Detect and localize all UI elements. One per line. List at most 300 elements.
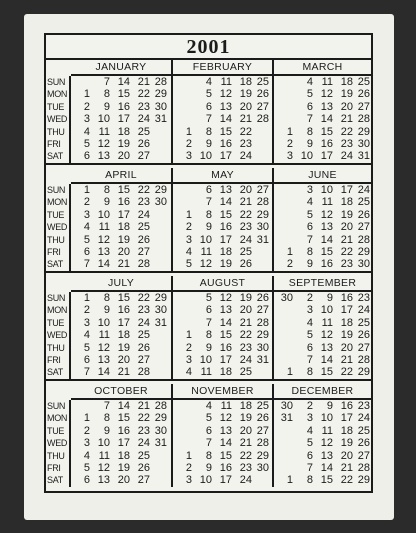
day-number: 26 bbox=[137, 461, 150, 474]
day-number: 24 bbox=[137, 113, 150, 126]
week-row bbox=[173, 354, 272, 366]
day-number: 16 bbox=[117, 196, 130, 209]
weekday-label: SUN bbox=[47, 77, 66, 87]
day-number: 31 bbox=[357, 150, 370, 163]
day-number: 17 bbox=[340, 184, 353, 196]
day-number: 20 bbox=[239, 100, 252, 113]
weekday-label: MON bbox=[47, 305, 68, 316]
week-row bbox=[274, 246, 371, 258]
day-number: 8 bbox=[306, 245, 313, 258]
month-block bbox=[272, 168, 371, 271]
day-number: 9 bbox=[326, 292, 333, 304]
day-number: 4 bbox=[83, 449, 90, 462]
day-number: 6 bbox=[306, 449, 313, 462]
week-row bbox=[71, 317, 171, 329]
day-number: 19 bbox=[117, 341, 130, 354]
day-number: 9 bbox=[103, 100, 110, 113]
weekday-label: FRI bbox=[47, 462, 61, 473]
day-number: 26 bbox=[137, 137, 150, 150]
day-number: 30 bbox=[154, 424, 167, 437]
day-number: 31 bbox=[256, 233, 269, 246]
month-name: AUGUST bbox=[173, 276, 272, 292]
week-row bbox=[71, 138, 171, 150]
day-number: 12 bbox=[219, 412, 232, 425]
day-number: 23 bbox=[137, 100, 150, 113]
day-number: 19 bbox=[239, 292, 252, 304]
day-number: 8 bbox=[103, 184, 110, 196]
day-number: 2 bbox=[185, 341, 192, 354]
day-number: 7 bbox=[306, 113, 313, 126]
week-row bbox=[173, 400, 272, 412]
day-number: 8 bbox=[306, 366, 313, 379]
weekday-label: THU bbox=[47, 450, 65, 461]
day-number: 2 bbox=[306, 292, 313, 304]
day-number: 26 bbox=[357, 437, 370, 450]
week-row bbox=[274, 462, 371, 474]
day-number: 11 bbox=[321, 424, 333, 437]
day-number: 20 bbox=[117, 150, 130, 163]
day-number: 15 bbox=[219, 449, 232, 462]
day-number: 19 bbox=[117, 137, 130, 150]
month-days bbox=[71, 184, 171, 271]
day-number: 16 bbox=[340, 292, 353, 304]
week-row bbox=[274, 412, 371, 424]
day-number: 6 bbox=[205, 100, 212, 113]
day-number: 16 bbox=[320, 258, 333, 271]
day-number: 7 bbox=[83, 366, 90, 379]
day-number: 4 bbox=[205, 76, 212, 88]
month-block bbox=[71, 384, 171, 487]
weekday-label: SUN bbox=[47, 293, 66, 303]
day-number: 7 bbox=[205, 437, 212, 450]
day-number: 25 bbox=[137, 329, 150, 342]
day-number: 27 bbox=[357, 449, 370, 462]
week-row bbox=[274, 425, 371, 437]
day-number: 29 bbox=[357, 125, 370, 138]
day-number: 28 bbox=[137, 366, 150, 379]
week-row bbox=[71, 450, 171, 462]
week-row bbox=[71, 150, 171, 162]
day-number: 14 bbox=[320, 353, 333, 366]
week-row bbox=[173, 184, 272, 196]
week-row bbox=[274, 354, 371, 366]
day-number: 27 bbox=[256, 424, 269, 437]
month-days bbox=[173, 76, 272, 163]
day-number: 30 bbox=[154, 196, 167, 209]
day-number: 20 bbox=[117, 353, 130, 366]
day-number: 17 bbox=[219, 474, 232, 487]
day-number: 18 bbox=[219, 245, 232, 258]
week-row bbox=[274, 76, 371, 88]
day-number: 10 bbox=[199, 233, 212, 246]
week-row bbox=[173, 304, 272, 316]
week-row bbox=[173, 450, 272, 462]
week-row bbox=[274, 450, 371, 462]
day-number: 20 bbox=[117, 474, 130, 487]
day-number: 21 bbox=[239, 113, 252, 126]
day-number: 5 bbox=[205, 292, 212, 304]
day-number: 30 bbox=[256, 221, 269, 234]
day-number: 19 bbox=[340, 208, 353, 221]
day-number: 5 bbox=[306, 88, 313, 101]
month-block bbox=[171, 168, 272, 271]
day-number: 3 bbox=[306, 412, 313, 425]
month-name: OCTOBER bbox=[71, 384, 171, 400]
month-name: SEPTEMBER bbox=[274, 276, 371, 292]
weekday-label: MON bbox=[47, 197, 68, 208]
day-number: 17 bbox=[219, 353, 232, 366]
day-number: 17 bbox=[117, 113, 130, 126]
day-number: 27 bbox=[256, 100, 269, 113]
day-number: 10 bbox=[199, 474, 212, 487]
day-number: 11 bbox=[220, 400, 232, 412]
day-number: 9 bbox=[326, 400, 333, 412]
week-row bbox=[274, 329, 371, 341]
day-number: 8 bbox=[205, 208, 212, 221]
month-name: MARCH bbox=[274, 60, 371, 76]
week-row bbox=[71, 437, 171, 449]
day-number: 18 bbox=[340, 196, 353, 209]
day-number: 24 bbox=[357, 304, 370, 317]
day-number: 17 bbox=[117, 437, 130, 450]
day-number: 29 bbox=[154, 184, 167, 196]
day-number: 31 bbox=[154, 437, 167, 450]
week-row bbox=[173, 258, 272, 270]
week-row bbox=[274, 209, 371, 221]
day-number: 25 bbox=[239, 245, 252, 258]
day-number: 9 bbox=[306, 137, 313, 150]
day-number: 20 bbox=[239, 424, 252, 437]
day-number: 6 bbox=[306, 221, 313, 234]
day-number: 12 bbox=[199, 258, 212, 271]
day-number: 18 bbox=[340, 424, 353, 437]
weekday-column bbox=[46, 400, 71, 487]
day-number: 22 bbox=[340, 366, 353, 379]
day-number: 20 bbox=[340, 341, 353, 354]
day-number: 7 bbox=[306, 461, 313, 474]
day-number: 10 bbox=[97, 113, 110, 126]
day-number: 3 bbox=[83, 113, 90, 126]
day-number: 5 bbox=[306, 437, 313, 450]
day-number: 11 bbox=[98, 329, 110, 342]
day-number: 29 bbox=[256, 449, 269, 462]
month-days bbox=[71, 292, 171, 379]
week-row bbox=[71, 258, 171, 270]
day-number: 22 bbox=[137, 88, 150, 101]
day-number: 25 bbox=[357, 76, 370, 88]
day-number: 15 bbox=[117, 88, 130, 101]
day-number: 23 bbox=[357, 400, 370, 412]
month-block bbox=[171, 276, 272, 379]
day-number: 11 bbox=[321, 316, 333, 329]
day-number: 18 bbox=[340, 316, 353, 329]
week-row bbox=[71, 101, 171, 113]
day-number: 12 bbox=[97, 137, 110, 150]
day-number: 22 bbox=[239, 208, 252, 221]
day-number: 9 bbox=[103, 304, 110, 317]
day-number: 22 bbox=[137, 184, 150, 196]
calendar-frame bbox=[44, 33, 373, 493]
weekday-label: WED bbox=[47, 222, 68, 233]
day-number: 30 bbox=[256, 341, 269, 354]
day-number: 8 bbox=[103, 292, 110, 304]
day-number: 23 bbox=[239, 221, 252, 234]
day-number: 5 bbox=[205, 412, 212, 425]
day-number: 20 bbox=[239, 184, 252, 196]
month-name: JUNE bbox=[274, 168, 371, 184]
weekday-label: TUE bbox=[47, 317, 65, 328]
week-row bbox=[71, 400, 171, 412]
day-number: 25 bbox=[357, 196, 370, 209]
day-number: 28 bbox=[154, 400, 167, 412]
day-number: 31 bbox=[280, 412, 293, 425]
day-number: 20 bbox=[239, 304, 252, 317]
day-number: 31 bbox=[154, 113, 167, 126]
day-number: 10 bbox=[320, 304, 333, 317]
month-name: JULY bbox=[71, 276, 171, 292]
week-row bbox=[274, 366, 371, 378]
day-number: 6 bbox=[205, 184, 212, 196]
day-number: 25 bbox=[357, 316, 370, 329]
week-row bbox=[274, 221, 371, 233]
day-number: 15 bbox=[320, 125, 333, 138]
day-number: 14 bbox=[320, 233, 333, 246]
day-number: 14 bbox=[320, 113, 333, 126]
day-number: 29 bbox=[154, 292, 167, 304]
week-row bbox=[71, 292, 171, 304]
day-number: 18 bbox=[117, 125, 130, 138]
day-number: 12 bbox=[320, 208, 333, 221]
week-row bbox=[71, 474, 171, 486]
day-number: 21 bbox=[340, 461, 353, 474]
day-number: 12 bbox=[320, 88, 333, 101]
day-number: 29 bbox=[154, 412, 167, 425]
weekday-label: SAT bbox=[47, 259, 63, 270]
week-row bbox=[71, 184, 171, 196]
day-number: 4 bbox=[185, 245, 192, 258]
day-number: 19 bbox=[340, 437, 353, 450]
day-number: 18 bbox=[117, 329, 130, 342]
day-number: 4 bbox=[83, 329, 90, 342]
day-number: 19 bbox=[340, 88, 353, 101]
day-number: 28 bbox=[357, 113, 370, 126]
day-number: 24 bbox=[357, 412, 370, 425]
day-number: 3 bbox=[306, 304, 313, 317]
day-number: 23 bbox=[137, 424, 150, 437]
week-row bbox=[274, 400, 371, 412]
day-number: 25 bbox=[239, 366, 252, 379]
day-number: 16 bbox=[340, 400, 353, 412]
day-number: 23 bbox=[340, 137, 353, 150]
day-number: 27 bbox=[137, 353, 150, 366]
month-name: NOVEMBER bbox=[173, 384, 272, 400]
day-number: 6 bbox=[205, 424, 212, 437]
week-row bbox=[173, 234, 272, 246]
day-number: 6 bbox=[83, 474, 90, 487]
day-number: 26 bbox=[256, 292, 269, 304]
day-number: 26 bbox=[137, 233, 150, 246]
day-number: 10 bbox=[199, 353, 212, 366]
week-row bbox=[274, 234, 371, 246]
week-row bbox=[173, 196, 272, 208]
day-number: 4 bbox=[83, 125, 90, 138]
weekday-label: FRI bbox=[47, 138, 61, 149]
day-number: 27 bbox=[357, 341, 370, 354]
day-number: 28 bbox=[256, 437, 269, 450]
day-number: 4 bbox=[83, 221, 90, 234]
month-name: DECEMBER bbox=[274, 384, 371, 400]
day-number: 22 bbox=[340, 125, 353, 138]
day-number: 27 bbox=[137, 474, 150, 487]
week-row bbox=[173, 474, 272, 486]
day-number: 14 bbox=[219, 437, 232, 450]
day-number: 17 bbox=[340, 412, 353, 425]
month-block bbox=[71, 168, 171, 271]
weekday-label: SUN bbox=[47, 401, 66, 411]
day-number: 11 bbox=[321, 196, 333, 209]
day-number: 16 bbox=[219, 137, 232, 150]
day-number: 14 bbox=[219, 196, 232, 209]
day-number: 19 bbox=[239, 412, 252, 425]
week-row bbox=[173, 329, 272, 341]
day-number: 27 bbox=[137, 245, 150, 258]
month-block bbox=[71, 60, 171, 163]
month-days bbox=[274, 292, 371, 379]
month-block bbox=[71, 276, 171, 379]
day-number: 2 bbox=[286, 258, 293, 271]
day-number: 28 bbox=[357, 353, 370, 366]
weekday-label: TUE bbox=[47, 425, 65, 436]
week-row bbox=[71, 366, 171, 378]
week-row bbox=[173, 101, 272, 113]
day-number: 16 bbox=[117, 100, 130, 113]
day-number: 13 bbox=[97, 150, 110, 163]
day-number: 3 bbox=[185, 353, 192, 366]
day-number: 1 bbox=[185, 208, 192, 221]
week-row bbox=[173, 150, 272, 162]
day-number: 8 bbox=[103, 412, 110, 425]
day-number: 15 bbox=[320, 474, 333, 487]
week-row bbox=[173, 221, 272, 233]
day-number: 13 bbox=[219, 304, 232, 317]
day-number: 1 bbox=[286, 366, 293, 379]
day-number: 26 bbox=[137, 341, 150, 354]
day-number: 1 bbox=[185, 329, 192, 342]
day-number: 1 bbox=[185, 125, 192, 138]
day-number: 22 bbox=[239, 449, 252, 462]
day-number: 1 bbox=[83, 412, 90, 425]
week-row bbox=[71, 126, 171, 138]
day-number: 28 bbox=[357, 461, 370, 474]
month-block bbox=[272, 276, 371, 379]
day-number: 1 bbox=[286, 474, 293, 487]
day-number: 2 bbox=[83, 424, 90, 437]
day-number: 18 bbox=[239, 400, 252, 412]
day-number: 22 bbox=[239, 125, 252, 138]
day-number: 30 bbox=[280, 400, 293, 412]
day-number: 25 bbox=[256, 400, 269, 412]
month-days bbox=[173, 184, 272, 271]
day-number: 19 bbox=[117, 233, 130, 246]
day-number: 31 bbox=[154, 316, 167, 329]
day-number: 1 bbox=[83, 184, 90, 196]
day-number: 13 bbox=[320, 341, 333, 354]
day-number: 13 bbox=[219, 184, 232, 196]
day-number: 21 bbox=[340, 113, 353, 126]
day-number: 19 bbox=[117, 461, 130, 474]
day-number: 30 bbox=[357, 137, 370, 150]
month-days bbox=[173, 400, 272, 487]
week-row bbox=[274, 474, 371, 486]
day-number: 10 bbox=[320, 412, 333, 425]
day-number: 12 bbox=[219, 292, 232, 304]
day-number: 11 bbox=[321, 76, 333, 88]
day-number: 29 bbox=[357, 474, 370, 487]
quarter-2 bbox=[46, 168, 371, 273]
day-number: 21 bbox=[340, 353, 353, 366]
day-number: 17 bbox=[117, 208, 130, 221]
day-number: 23 bbox=[239, 137, 252, 150]
weekday-column bbox=[46, 76, 71, 163]
day-number: 16 bbox=[117, 424, 130, 437]
week-row bbox=[173, 412, 272, 424]
day-number: 19 bbox=[219, 258, 232, 271]
day-number: 22 bbox=[137, 412, 150, 425]
week-row bbox=[173, 138, 272, 150]
day-number: 7 bbox=[103, 76, 110, 88]
day-number: 6 bbox=[83, 245, 90, 258]
day-number: 22 bbox=[340, 245, 353, 258]
weekday-label: WED bbox=[47, 438, 68, 449]
day-number: 9 bbox=[205, 461, 212, 474]
day-number: 16 bbox=[219, 461, 232, 474]
day-number: 26 bbox=[357, 329, 370, 342]
day-number: 25 bbox=[137, 449, 150, 462]
day-number: 8 bbox=[103, 88, 110, 101]
day-number: 16 bbox=[219, 221, 232, 234]
week-row bbox=[274, 317, 371, 329]
week-row bbox=[173, 462, 272, 474]
day-number: 26 bbox=[256, 88, 269, 101]
day-number: 5 bbox=[83, 341, 90, 354]
day-number: 21 bbox=[239, 196, 252, 209]
day-number: 11 bbox=[98, 221, 110, 234]
day-number: 5 bbox=[205, 88, 212, 101]
day-number: 27 bbox=[357, 100, 370, 113]
week-row bbox=[71, 462, 171, 474]
day-number: 10 bbox=[300, 150, 313, 163]
day-number: 30 bbox=[256, 461, 269, 474]
day-number: 10 bbox=[97, 316, 110, 329]
day-number: 17 bbox=[320, 150, 333, 163]
day-number: 13 bbox=[320, 221, 333, 234]
week-row bbox=[173, 292, 272, 304]
day-number: 8 bbox=[306, 474, 313, 487]
month-days bbox=[71, 400, 171, 487]
week-row bbox=[274, 342, 371, 354]
day-number: 2 bbox=[306, 400, 313, 412]
week-row bbox=[274, 258, 371, 270]
week-row bbox=[71, 113, 171, 125]
day-number: 10 bbox=[97, 437, 110, 450]
week-row bbox=[71, 354, 171, 366]
day-number: 10 bbox=[320, 184, 333, 196]
day-number: 7 bbox=[83, 258, 90, 271]
day-number: 24 bbox=[239, 233, 252, 246]
day-number: 2 bbox=[286, 137, 293, 150]
day-number: 9 bbox=[205, 137, 212, 150]
weekday-label: MON bbox=[47, 89, 68, 100]
